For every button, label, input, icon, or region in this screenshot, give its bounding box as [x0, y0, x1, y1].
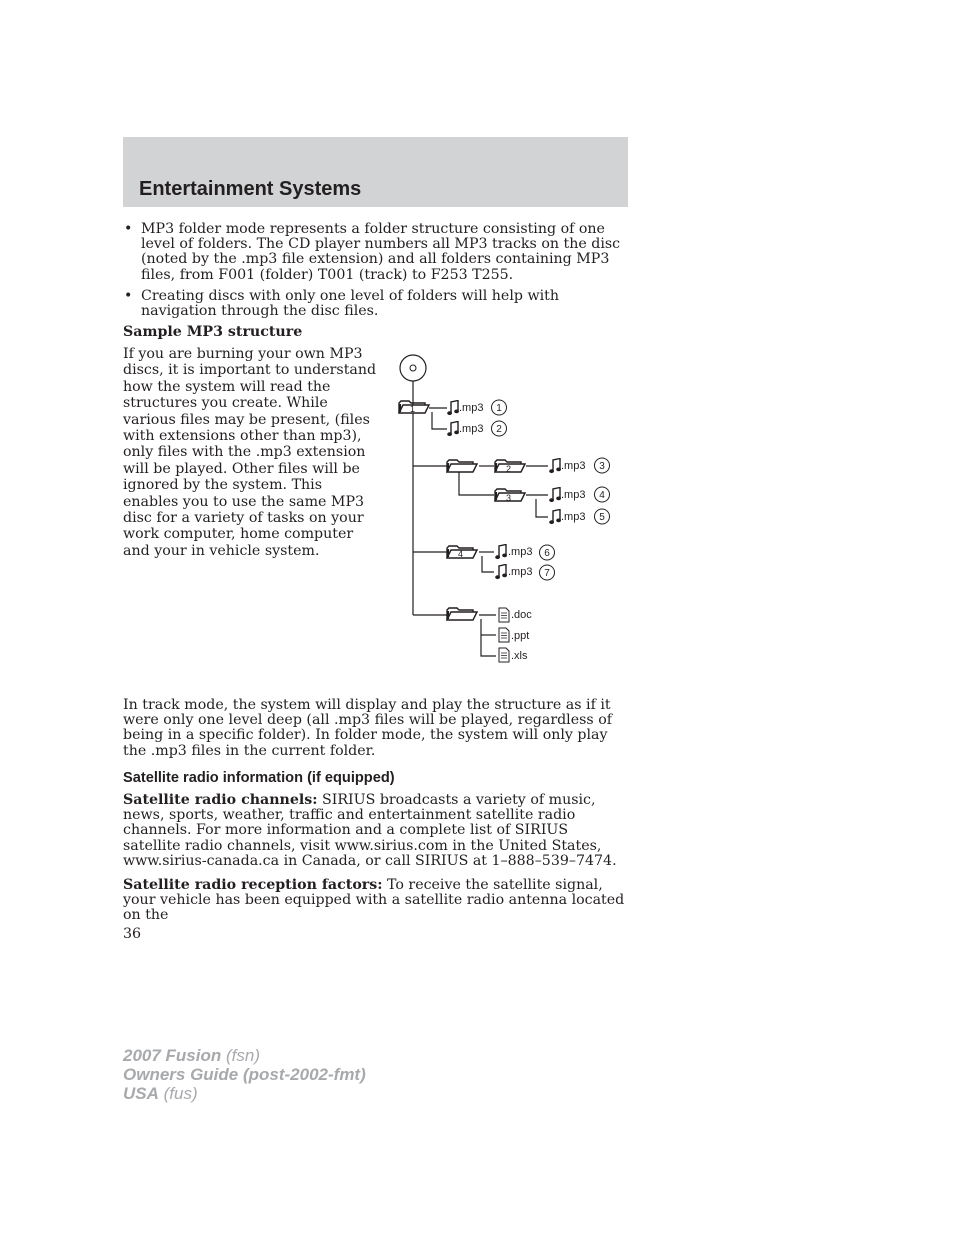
document-icon	[499, 648, 509, 662]
mp3-label: .mp3	[459, 423, 484, 435]
bullet-icon: •	[124, 287, 133, 304]
footer-guide: Owners Guide (post-2002-fmt)	[123, 1065, 366, 1084]
mp3-label: .mp3	[459, 402, 484, 414]
cd-disc-icon	[400, 355, 426, 381]
document-icon	[499, 628, 509, 642]
track-number-label: 5	[599, 512, 605, 523]
footer-model-code: (fsn)	[221, 1046, 260, 1065]
track-number-label: 7	[544, 568, 550, 579]
satellite-reception-label: Satellite radio reception factors:	[123, 877, 383, 893]
mp3-label: .mp3	[508, 566, 533, 578]
section-title: Entertainment Systems	[139, 178, 362, 200]
folder-icon	[447, 460, 477, 472]
track-number-label: 3	[599, 461, 605, 472]
file-extension-label: .xls	[511, 650, 528, 662]
mp3-label: .mp3	[561, 460, 586, 472]
track-number-label: 6	[544, 548, 550, 559]
track-number-label: 2	[496, 424, 502, 435]
track-number-label: 1	[496, 403, 502, 414]
satellite-reception-paragraph	[123, 878, 629, 924]
satellite-channels-label: Satellite radio channels:	[123, 792, 318, 808]
folder-number-label: 3	[506, 493, 512, 503]
footer-market: USA	[123, 1084, 159, 1103]
music-note-icon	[495, 545, 507, 560]
page-number: 36	[123, 926, 142, 942]
folder-number-label: 4	[458, 549, 464, 559]
bullet-text: MP3 folder mode represents a folder structure consisting of one level of folders. The CD player numbers all MP3 tracks on the disc (noted by the .mp3 file extension) and all folders containing MP3 files, from F001 (folder) T001 (track) to F253 T255.	[141, 221, 621, 283]
footer-model: 2007 Fusion	[123, 1046, 222, 1065]
document-footer	[123, 1046, 366, 1103]
bullet-item	[123, 222, 628, 283]
mp3-label: .mp3	[508, 546, 533, 558]
folder-number-label: 2	[506, 464, 512, 474]
sample-intro: If you are burning your own MP3 discs, it is important to understand how the system will read the structures you create. While various files may be present, (files with extensions other than mp3), only files with the .mp3 extension will be played. Other files will be ignored by the system. This enables you to use the same MP3 disc for a variety of tasks on your work computer, home computer and your in vehicle system.	[123, 346, 377, 559]
file-extension-label: .doc	[511, 609, 532, 621]
document-icon	[499, 608, 509, 622]
music-note-icon	[549, 510, 561, 525]
music-note-icon	[495, 565, 507, 580]
folder-icon	[447, 608, 477, 620]
footer-line-market	[123, 1084, 366, 1103]
music-note-icon	[447, 422, 459, 437]
bullet-text: Creating discs with only one level of folders will help with navigation through the disc files.	[141, 287, 559, 320]
track-mode-paragraph: In track mode, the system will display and play the structure as if it were only one level deep (all .mp3 files will be played, regardless of being in a specific folder). In folder mode, the system will only play the .mp3 files in the current folder.	[123, 697, 612, 759]
footer-line-model	[123, 1046, 366, 1065]
music-note-icon	[447, 401, 459, 416]
footer-market-code: (fus)	[158, 1084, 198, 1103]
sample-heading: Sample MP3 structure	[123, 324, 303, 340]
folder-number-label: 1	[410, 404, 416, 414]
satellite-reception-text: To receive the satellite signal, your vehicle has been equipped with a satellite radio antenna located on the	[123, 877, 625, 924]
mp3-label: .mp3	[561, 489, 586, 501]
mp3-structure-diagram	[395, 348, 625, 668]
satellite-channels-text: SIRIUS broadcasts a variety of music, news, sports, weather, traffic and entertainment satellite radio channels. For more information and a complete list of SIRIUS satellite radio channels, visit www.sirius.com in the United States, www.sirius-canada.ca in Canada, or call SIRIUS at 1–888–539–7474.	[123, 792, 617, 869]
satellite-heading: Satellite radio information (if equipped)	[123, 770, 395, 786]
file-extension-label: .ppt	[511, 630, 530, 642]
satellite-channels-paragraph	[123, 793, 629, 869]
music-note-icon	[549, 459, 561, 474]
bullet-item	[123, 289, 628, 319]
track-number-label: 4	[599, 490, 605, 501]
bullet-list	[123, 222, 628, 325]
bullet-icon: •	[124, 221, 133, 237]
music-note-icon	[549, 488, 561, 503]
mp3-label: .mp3	[561, 511, 586, 523]
